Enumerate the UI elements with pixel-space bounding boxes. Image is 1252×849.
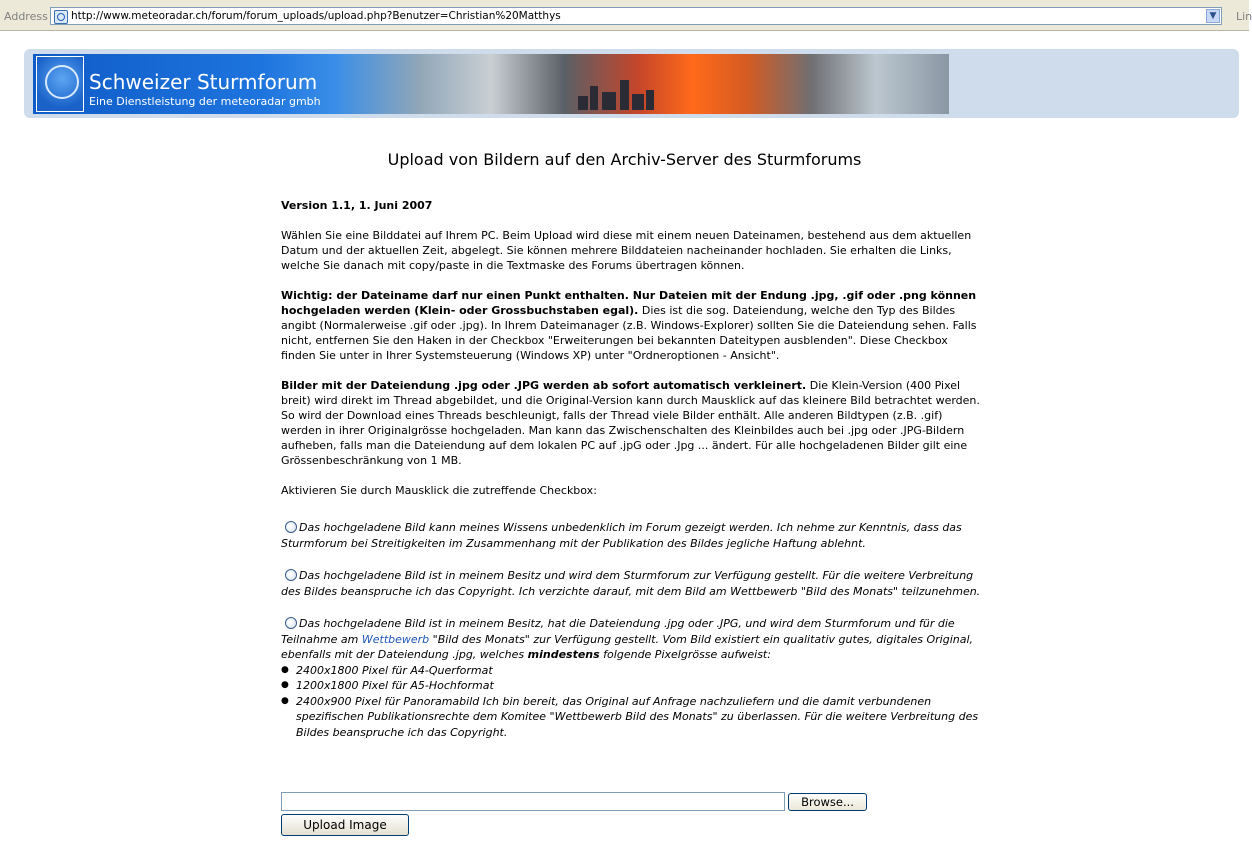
wettbewerb-link[interactable]: Wettbewerb: [361, 632, 430, 646]
page-icon: [54, 10, 68, 24]
address-url: http://www.meteoradar.ch/forum/forum_uploads/upload.php?Benutzer=Christian%20Matthys: [71, 10, 561, 22]
option-3-pre: Das hochgeladene Bild ist in meinem Besitz, hat die Dateiendung .jpg oder .JPG, und wird dem Sturmforum und für die Teilnahme am: [281, 617, 955, 646]
intro-text: Wählen Sie eine Bilddatei auf Ihrem PC. Beim Upload wird diese mit einem neuen Dateinamen, bestehend aus dem aktuellen Datum und der aktuellen Zeit, abgelegt. Sie können mehrere Bilddateien nacheinander hochladen. Sie erhalten die Links, welche Sie danach mit copy/paste in die Textmaske des Forums übertragen können.: [281, 229, 972, 272]
resize-text: [281, 378, 983, 468]
browse-button[interactable]: Browse...: [788, 793, 867, 811]
radio-option-3[interactable]: [285, 617, 297, 629]
upload-image-button[interactable]: Upload Image: [281, 814, 409, 836]
option-2-text: Das hochgeladene Bild ist in meinem Besitz und wird dem Sturmforum zur Verfügung gestellt. Für die weitere Verbreitung des Bildes beanspruche ich das Copyright. Ich verzichte darauf, mit dem Bild am Wettbewerb "Bild des Monats" teilzunehmen.: [281, 569, 981, 598]
site-title: Schweizer Sturmforum: [89, 70, 318, 94]
pixel-size-list: [281, 663, 983, 741]
option-2[interactable]: [281, 568, 983, 599]
option-1-text: Das hochgeladene Bild kann meines Wissens unbedenklich im Forum gezeigt werden. Ich nehme zur Kenntnis, dass das Sturmforum bei Streitigkeiten im Zusammenhang mit der Publikation des Bildes jegliche Haftung ablehnt.: [281, 521, 962, 550]
option-1[interactable]: [281, 520, 983, 551]
site-subtitle: Eine Dienstleistung der meteoradar gmbh: [89, 95, 321, 108]
list-item: ● 1200x1800 Pixel für A5-Hochformat: [281, 678, 983, 694]
radio-option-2[interactable]: [285, 569, 297, 581]
resize-body: Die Klein-Version (400 Pixel breit) wird direkt im Thread abgebildet, und die Original-Version kann durch Mausklick auf das kleinere Bild betrachtet werden. So wird der Download eines Threads beschleunigt, falls der Thread viele Bilder enthält. Alle anderen Bildtypen (z.B. .gif) werden in ihrer Originalgrösse hochgeladen. Man kann das Zwischenschalten des Kleinbildes auch bei .jpg oder .JPG-Bildern aufheben, falls man die Dateiendung auf dem lokalen PC auf .jpG oder .Jpg ... ändert. Für alle hochgeladenen Bilder gilt eine Grössenbeschränkung von 1 MB.: [281, 379, 980, 467]
address-label: Address: [4, 10, 48, 23]
address-bar: [0, 0, 1252, 31]
links-label[interactable]: Lin: [1236, 10, 1252, 23]
address-input[interactable]: [50, 7, 1222, 25]
resize-bold: Bilder mit der Dateiendung .jpg oder .JPG werden ab sofort automatisch verkleinert.: [281, 379, 807, 392]
warning-body: Dies ist die sog. Dateiendung, welche den Typ des Bildes angibt (Normalerweise .gif oder .jpg). In Ihrem Dateimanager (z.B. Windows-Explorer) sollten Sie die Dateiendung sehen. Falls nicht, entfernen Sie den Haken in der Checkbox "Erweiterungen bei bekannten Dateitypen ausblenden". Diese Checkbox finden Sie unter in Ihrer Systemsteuerung (Windows XP) unter "Ordneroptionen - Ansicht".: [281, 304, 977, 362]
option-3-bold: mindestens: [527, 648, 600, 661]
content: [281, 198, 983, 740]
city-skyline-image: [576, 72, 656, 110]
option-3-mid: "Bild des Monats" zur Verfügung gestellt. Vom Bild existiert ein qualitativ gutes, digitales Original, ebenfalls mit der Dateiendung .jpg, welches: [281, 632, 974, 661]
list-item: ● 2400x1800 Pixel für A4-Querformat: [281, 663, 983, 679]
activate-text: Aktivieren Sie durch Mausklick die zutreffende Checkbox:: [281, 484, 597, 497]
warning-bold: Wichtig: der Dateiname darf nur einen Punkt enthalten. Nur Dateien mit der Endung .jpg, .gif oder .png können hochgeladen werden (Klein- oder Grossbuchstaben egal).: [281, 289, 977, 317]
version-text: Version 1.1, 1. Juni 2007: [281, 199, 433, 212]
radio-option-1[interactable]: [285, 521, 297, 533]
logo-icon: [36, 56, 84, 112]
option-3-post: folgende Pixelgrösse aufweist:: [599, 648, 771, 661]
option-3-text: [281, 616, 983, 663]
file-path-input[interactable]: [281, 792, 785, 811]
option-3[interactable]: [281, 616, 983, 740]
page-title: Upload von Bildern auf den Archiv-Server des Sturmforums: [387, 150, 862, 169]
chevron-down-icon[interactable]: ▼: [1206, 9, 1220, 23]
warning-text: [281, 288, 983, 363]
list-item: ● 2400x900 Pixel für Panoramabild Ich bin bereit, das Original auf Anfrage nachzuliefern und die damit verbundenen spezifischen Publikationsrechte dem Komitee "Wettbewerb Bild des Monats" zu überlassen. Für die weitere Verbreitung des Bildes beanspruche ich das Copyright.: [281, 694, 983, 741]
